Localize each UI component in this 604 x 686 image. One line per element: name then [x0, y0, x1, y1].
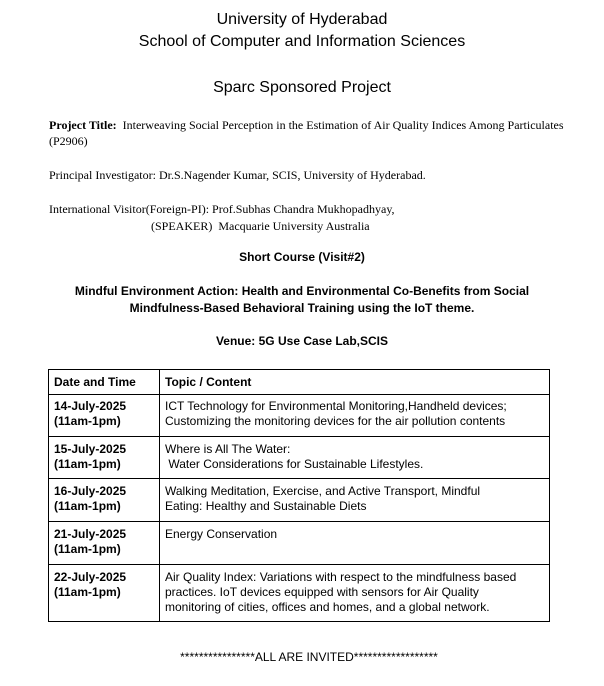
column-header-date: Date and Time [49, 370, 160, 395]
table-row [49, 437, 550, 479]
date-text: 15-July-2025 [54, 442, 127, 456]
date-text: 21-July-2025 [54, 527, 127, 541]
session-topic [160, 437, 550, 479]
topic-line: Walking Meditation, Exercise, and Active Transport, Mindful [165, 484, 481, 498]
topic-line: monitoring of cities, offices and homes, and a global network. [165, 600, 490, 614]
topic-line: Water Considerations for Sustainable Lifestyles. [165, 457, 424, 471]
date-text: 16-July-2025 [54, 484, 127, 498]
project-sponsor: Sparc Sponsored Project [213, 79, 391, 96]
topic-line: practices. IoT devices equipped with sensors for Air Quality [165, 585, 479, 599]
project-title-label: Project Title: [49, 118, 117, 132]
session-date [49, 395, 160, 437]
time-text: (11am-1pm) [54, 585, 121, 599]
session-topic [160, 479, 550, 522]
topic-line: Where is All The Water: [165, 442, 291, 456]
project-code: (P2906) [49, 134, 88, 148]
table-row [49, 395, 550, 437]
time-text: (11am-1pm) [54, 499, 121, 513]
session-date [49, 437, 160, 479]
time-text: (11am-1pm) [54, 542, 121, 556]
topic-line: Eating: Healthy and Sustainable Diets [165, 499, 367, 513]
column-header-topic: Topic / Content [160, 370, 550, 395]
schedule-table [48, 369, 550, 622]
principal-investigator: Principal Investigator: Dr.S.Nagender Kumar, SCIS, University of Hyderabad. [49, 168, 426, 182]
table-row [49, 522, 550, 565]
topic-line: Air Quality Index: Variations with respect to the mindfulness based [165, 570, 517, 584]
session-date [49, 565, 160, 622]
international-visitor: International Visitor(Foreign-PI): Prof.Subhas Chandra Mukhopadhyay, [49, 202, 395, 216]
topic-line: Energy Conservation [165, 527, 278, 541]
visitor-affiliation: (SPEAKER) Macquarie University Australia [151, 219, 370, 233]
session-date [49, 522, 160, 565]
session-date [49, 479, 160, 522]
time-text: (11am-1pm) [54, 457, 121, 471]
course-heading: Short Course (Visit#2) [239, 250, 365, 264]
school-name: School of Computer and Information Sciences [138, 33, 466, 50]
course-subtitle-line2: Mindfulness-Based Behavioral Training using the IoT theme. [129, 301, 475, 315]
topic-line: ICT Technology for Environmental Monitoring,Handheld devices; [165, 399, 507, 413]
topic-line: Customizing the monitoring devices for the air pollution contents [165, 414, 506, 428]
venue: Venue: 5G Use Case Lab,SCIS [215, 334, 389, 348]
project-title-text: Interweaving Social Perception in the Estimation of Air Quality Indices Among Particulates [122, 118, 564, 132]
table-header-row [49, 370, 550, 395]
university-name: University of Hyderabad [216, 11, 388, 28]
time-text: (11am-1pm) [54, 414, 121, 428]
session-topic [160, 522, 550, 565]
table-row [49, 479, 550, 522]
date-text: 14-July-2025 [54, 399, 127, 413]
session-topic [160, 395, 550, 437]
session-topic [160, 565, 550, 622]
course-subtitle-line1: Mindful Environment Action: Health and Environmental Co-Benefits from Social [74, 284, 530, 298]
date-text: 22-July-2025 [54, 570, 127, 584]
project-title [49, 117, 604, 133]
invitation-banner: ****************ALL ARE INVITED****************** [180, 650, 438, 664]
table-row [49, 565, 550, 622]
